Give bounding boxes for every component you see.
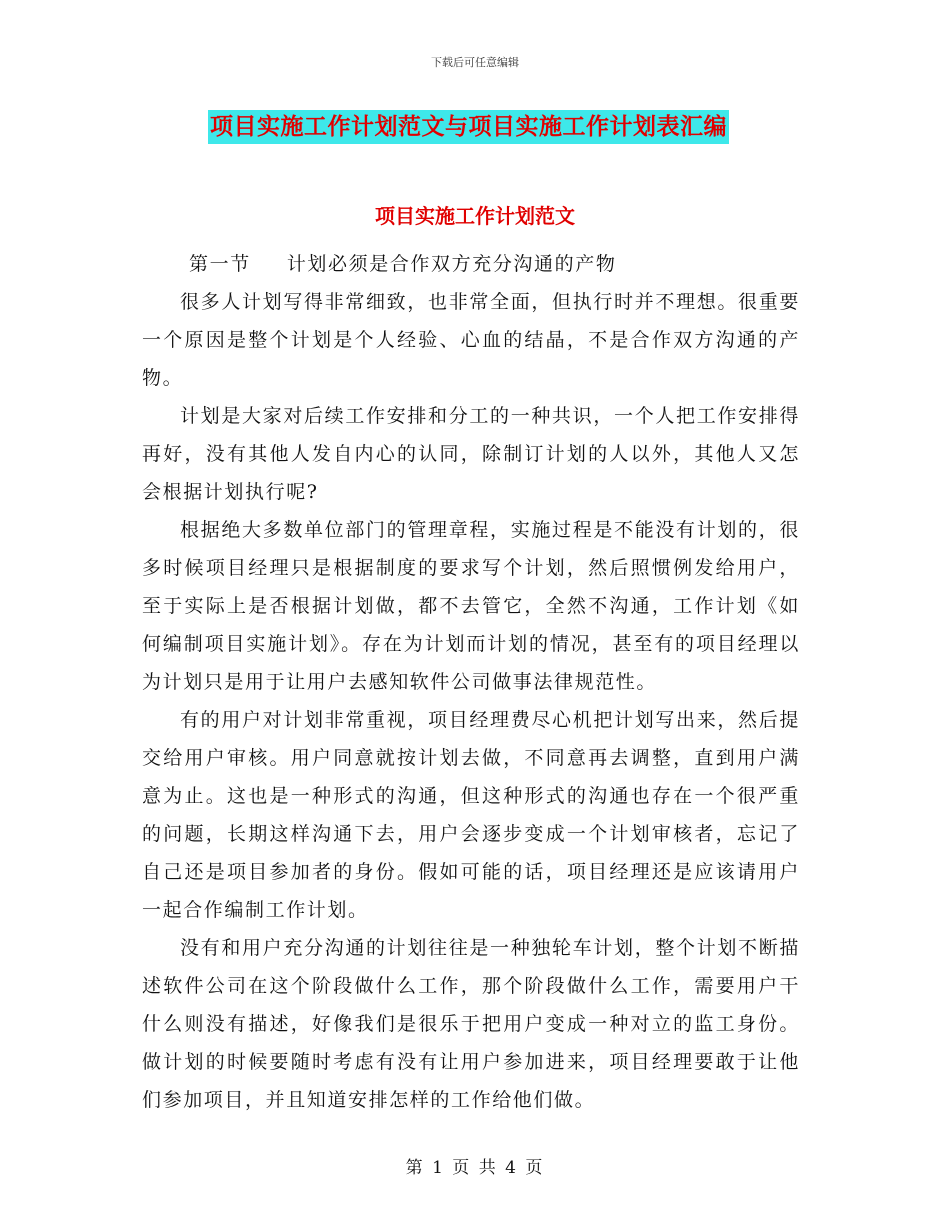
section-number: 第一节 (189, 253, 251, 275)
page-footer: 第 1 页 共 4 页 (405, 1158, 545, 1178)
paragraph: 很多人计划写得非常细致，也非常全面，但执行时并不理想。很重要一个原因是整个计划是个人经验、心血的结晶，不是合作双方沟通的产物。 (142, 291, 800, 389)
paragraph: 计划是大家对后续工作安排和分工的一种共识，一个人把工作安排得再好，没有其他人发自内心的认同，除制订计划的人以外，其他人又怎会根据计划执行呢? (142, 405, 800, 503)
paragraph: 根据绝大多数单位部门的管理章程，实施过程是不能没有计划的，很多时候项目经理只是根据制度的要求写个计划，然后照惯例发给用户，至于实际上是否根据计划做，都不去管它，全然不沟通，工作计划《如何编制项目实施计划》。存在为计划而计划的情况，甚至有的项目经理以为计划只是用于让用户去感知软件公司做事法律规范性。 (142, 519, 800, 693)
paragraph: 没有和用户充分沟通的计划往往是一种独轮车计划，整个计划不断描述软件公司在这个阶段做什么工作，那个阶段做什么工作，需要用户干什么则没有描述，好像我们是很乐于把用户变成一种对立的监工身份。做计划的时候要随时考虑有没有让用户参加进来，项目经理要敢于让他们参加项目，并且知道安排怎样的工作给他们做。 (142, 937, 800, 1111)
section-title: 计划必须是合作双方充分沟通的产物 (286, 253, 617, 275)
section-heading (142, 245, 800, 283)
paragraph: 有的用户对计划非常重视，项目经理费尽心机把计划写出来，然后提交给用户审核。用户同意就按计划去做，不同意再去调整，直到用户满意为止。这也是一种形式的沟通，但这种形式的沟通也存在一个很严重的问题，长期这样沟通下去，用户会逐步变成一个计划审核者，忘记了自己还是项目参加者的身份。假如可能的话，项目经理还是应该请用户一起合作编制工作计划。 (142, 709, 800, 921)
header-note: 下载后可任意编辑 (431, 56, 519, 69)
document-body (142, 245, 800, 1119)
sub-title: 项目实施工作计划范文 (375, 204, 575, 228)
main-title: 项目实施工作计划范文与项目实施工作计划表汇编 (208, 110, 729, 144)
